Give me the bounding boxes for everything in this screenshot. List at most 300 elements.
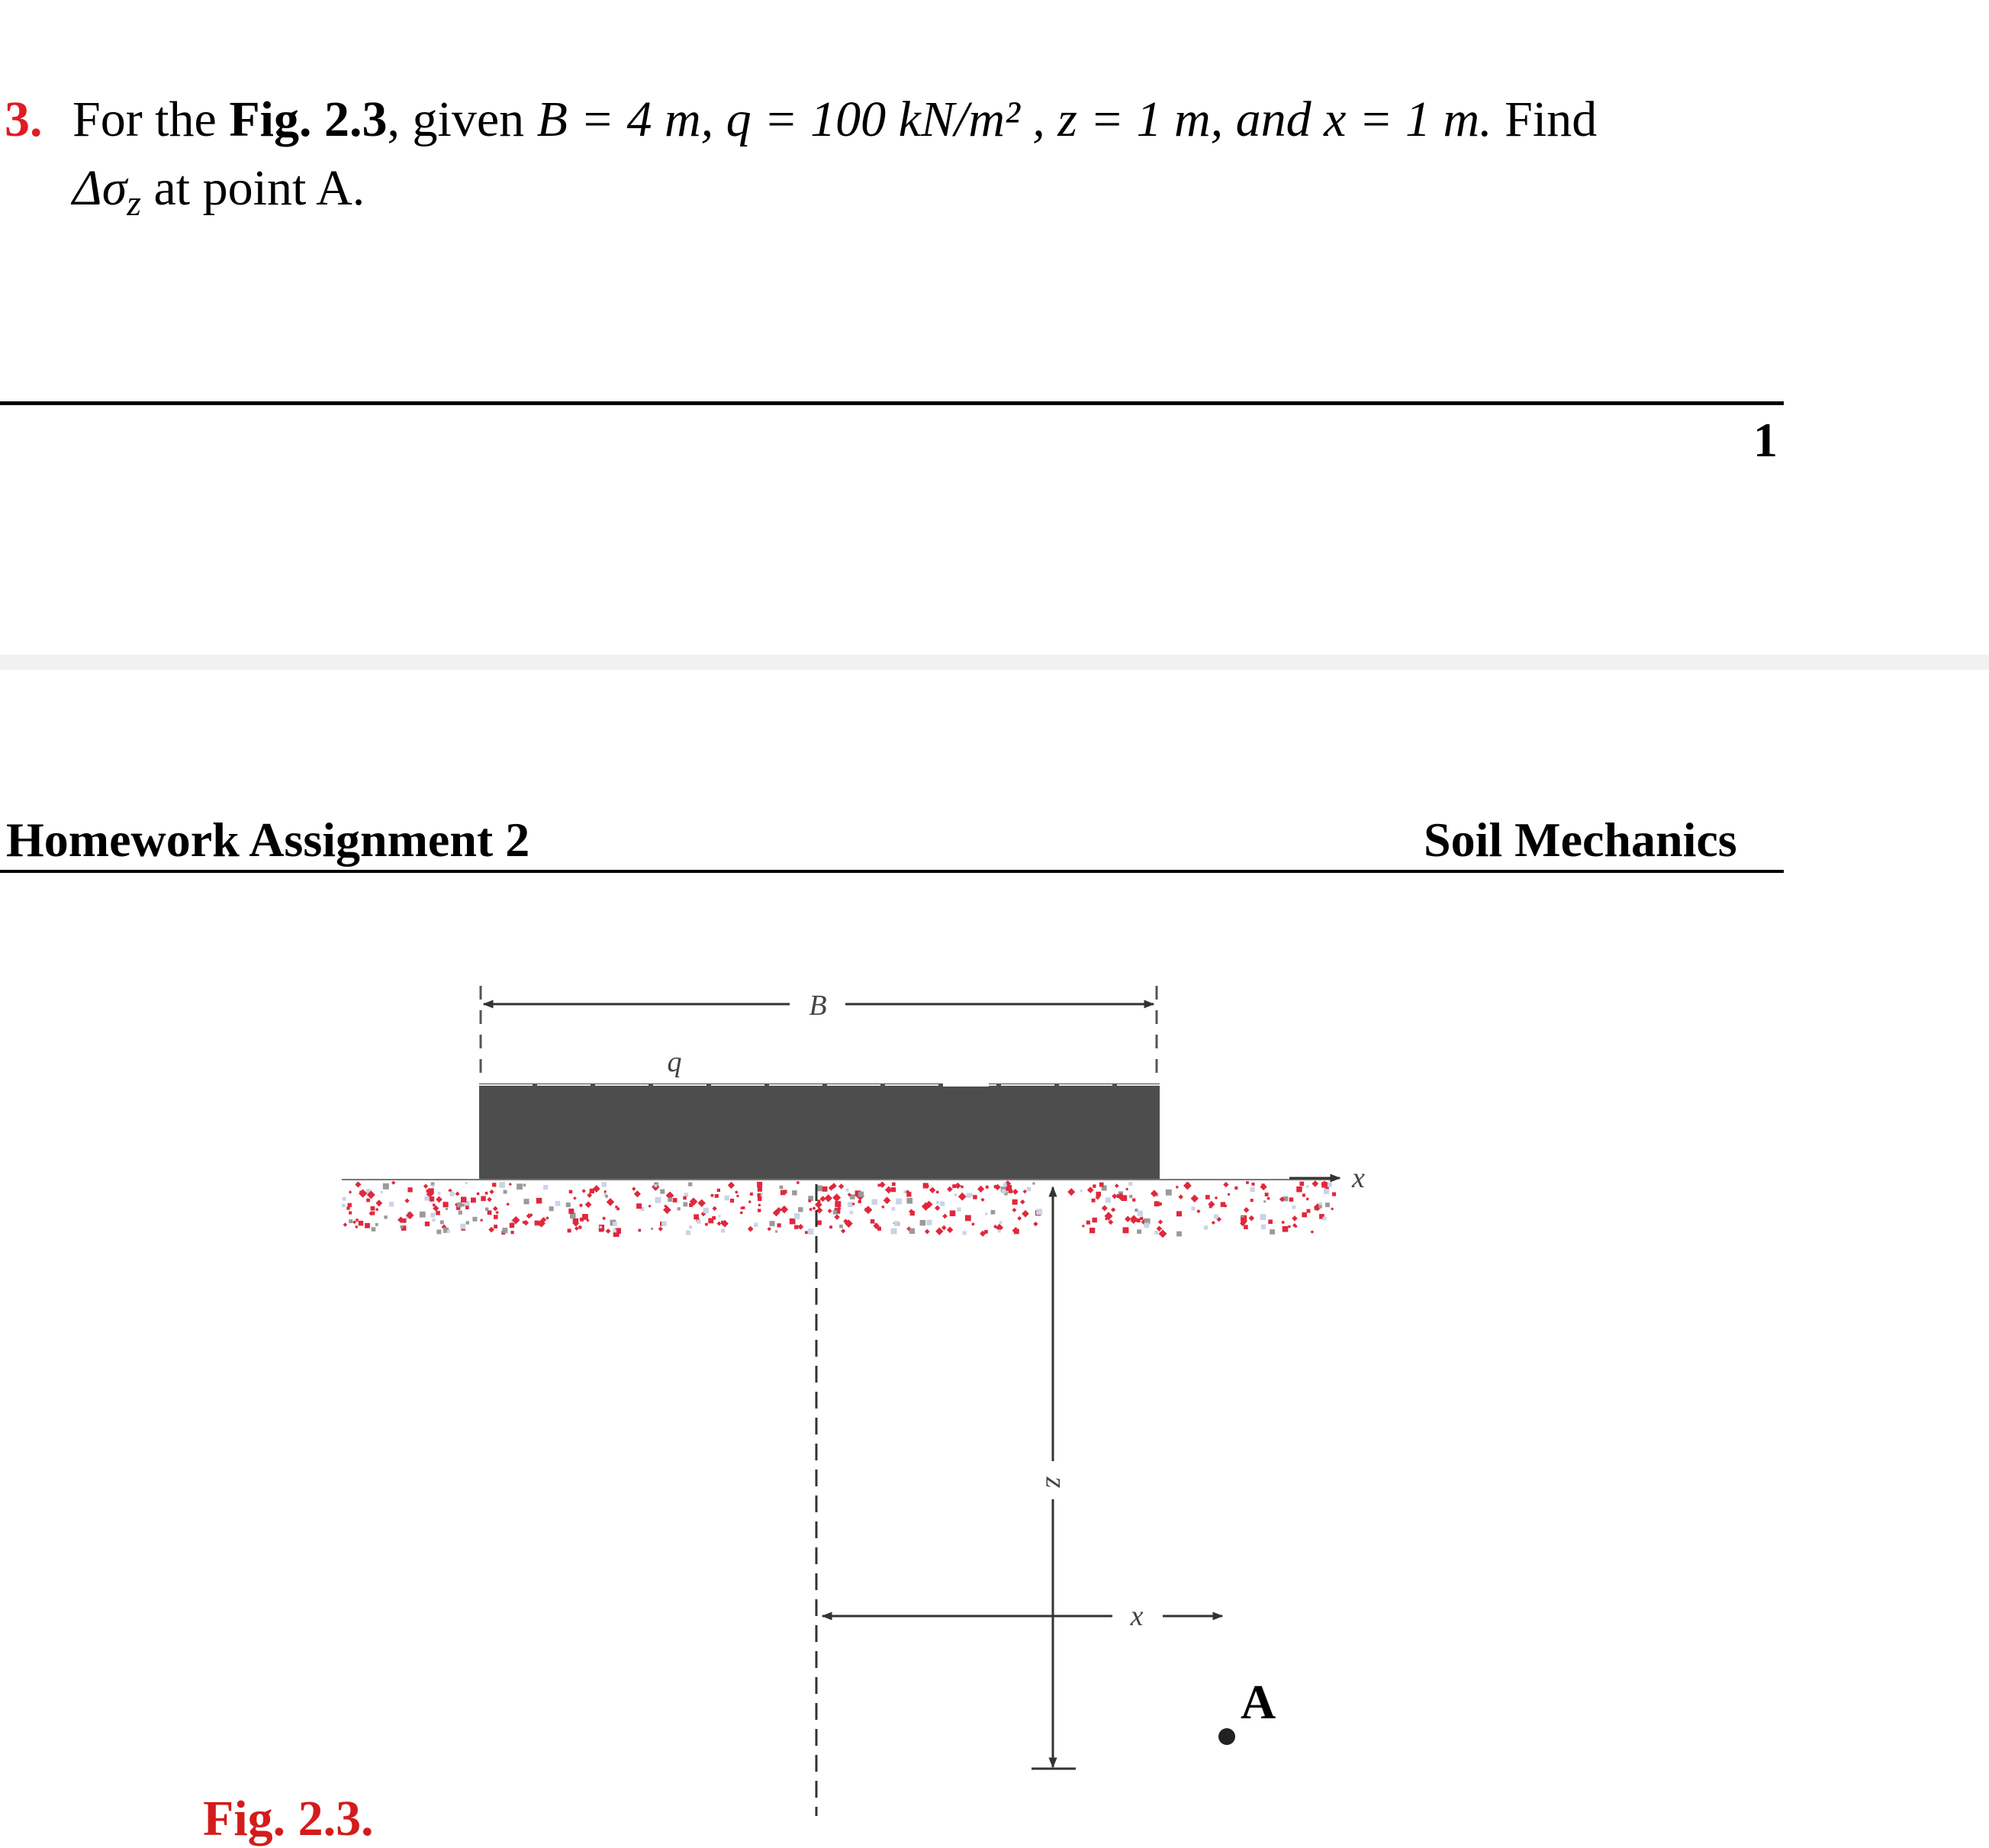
soil-dot bbox=[896, 1199, 902, 1205]
soil-dot bbox=[536, 1198, 542, 1204]
soil-dot bbox=[1014, 1229, 1019, 1235]
soil-dot bbox=[582, 1189, 586, 1193]
soil-dot bbox=[600, 1226, 602, 1228]
soil-dot bbox=[1289, 1197, 1294, 1202]
soil-dot bbox=[485, 1192, 488, 1195]
soil-dot bbox=[1017, 1216, 1022, 1221]
soil-dot bbox=[425, 1222, 430, 1226]
soil-dot bbox=[909, 1228, 915, 1234]
soil-dot bbox=[839, 1225, 843, 1228]
soil-dot bbox=[384, 1215, 387, 1219]
soil-dot bbox=[440, 1220, 444, 1224]
soil-dot bbox=[1296, 1186, 1302, 1193]
soil-dot bbox=[950, 1210, 956, 1216]
soil-dot bbox=[817, 1199, 820, 1202]
soil-dot bbox=[721, 1228, 725, 1232]
soil-dot bbox=[1212, 1221, 1215, 1225]
soil-dot bbox=[1144, 1223, 1149, 1228]
soil-dot bbox=[555, 1201, 561, 1206]
soil-dot bbox=[686, 1231, 690, 1235]
soil-dot bbox=[343, 1222, 348, 1227]
soil-dot bbox=[757, 1193, 761, 1197]
soil-dot bbox=[1263, 1200, 1266, 1202]
soil-dot bbox=[735, 1191, 738, 1193]
soil-dot bbox=[1137, 1229, 1141, 1234]
soil-dot bbox=[511, 1231, 514, 1234]
soil-dot bbox=[493, 1206, 498, 1212]
strip-footing bbox=[479, 1080, 1160, 1180]
soil-dot bbox=[407, 1187, 412, 1192]
soil-dot bbox=[973, 1195, 977, 1199]
soil-dot bbox=[906, 1198, 912, 1204]
soil-dot bbox=[535, 1221, 539, 1225]
soil-dot bbox=[929, 1187, 935, 1193]
soil-dot bbox=[688, 1183, 692, 1186]
soil-dot bbox=[998, 1229, 1001, 1232]
soil-dot bbox=[920, 1220, 926, 1226]
dimension-x bbox=[822, 1600, 1222, 1632]
soil-dot bbox=[485, 1208, 488, 1211]
soil-dot bbox=[850, 1211, 854, 1215]
soil-dot bbox=[1299, 1182, 1304, 1186]
soil-dot bbox=[871, 1219, 875, 1224]
soil-dot bbox=[389, 1202, 394, 1206]
soil-dot bbox=[1178, 1194, 1183, 1199]
soil-dot bbox=[1246, 1181, 1249, 1184]
soil-dot bbox=[634, 1190, 641, 1197]
soil-dot bbox=[510, 1223, 515, 1228]
soil-dot bbox=[578, 1225, 581, 1228]
soil-dot bbox=[349, 1190, 352, 1194]
soil-dot bbox=[961, 1186, 964, 1189]
soil-dot bbox=[858, 1200, 861, 1203]
soil-dot bbox=[375, 1199, 382, 1206]
soil-dot bbox=[1125, 1215, 1131, 1222]
soil-dot bbox=[1111, 1207, 1115, 1212]
soil-dot bbox=[940, 1202, 945, 1206]
text-given: , given bbox=[387, 92, 537, 147]
soil-dot bbox=[858, 1192, 864, 1197]
soil-dot bbox=[663, 1206, 671, 1214]
soil-dot bbox=[465, 1182, 468, 1184]
soil-dot bbox=[1223, 1182, 1228, 1187]
soil-dot bbox=[1086, 1221, 1090, 1225]
soil-dot bbox=[517, 1183, 523, 1190]
soil-dot bbox=[1138, 1211, 1143, 1216]
soil-dot bbox=[1244, 1207, 1250, 1213]
soil-dot bbox=[632, 1186, 636, 1191]
label-q: q bbox=[667, 1046, 682, 1078]
soil-dot bbox=[574, 1226, 579, 1231]
soil-dot bbox=[754, 1223, 758, 1227]
soil-dot bbox=[1124, 1228, 1126, 1231]
soil-dot bbox=[636, 1203, 642, 1209]
soil-dot bbox=[1204, 1225, 1208, 1229]
soil-dot bbox=[1012, 1189, 1019, 1195]
soil-dot bbox=[740, 1212, 742, 1214]
soil-dot bbox=[1032, 1182, 1035, 1184]
soil-dot bbox=[1244, 1225, 1248, 1229]
soil-dot bbox=[1132, 1199, 1135, 1202]
soil-dot bbox=[936, 1191, 938, 1193]
soil-dot bbox=[894, 1221, 900, 1226]
soil-dot bbox=[980, 1198, 984, 1202]
soil-dot bbox=[1191, 1195, 1199, 1202]
soil-dot bbox=[477, 1193, 480, 1196]
soil-dot bbox=[1265, 1193, 1269, 1196]
soil-dot bbox=[1020, 1199, 1025, 1205]
soil-dot bbox=[1191, 1206, 1195, 1210]
soil-dot bbox=[977, 1186, 984, 1193]
soil-dot bbox=[1319, 1202, 1322, 1206]
soil-dot bbox=[834, 1214, 839, 1219]
soil-dot bbox=[1166, 1190, 1172, 1196]
soil-dot bbox=[1268, 1219, 1273, 1224]
soil-dot bbox=[436, 1211, 440, 1215]
soil-dot bbox=[424, 1196, 429, 1200]
soil-dot bbox=[428, 1188, 434, 1194]
text-find: Find bbox=[1492, 92, 1598, 147]
soil-dot bbox=[817, 1221, 822, 1225]
label-x-axis: x bbox=[1352, 1162, 1365, 1194]
soil-dot bbox=[1267, 1197, 1270, 1200]
soil-dot bbox=[986, 1186, 989, 1189]
soil-dot bbox=[780, 1190, 786, 1196]
soil-dot bbox=[1093, 1218, 1097, 1222]
soil-dot bbox=[423, 1184, 428, 1189]
soil-dot bbox=[994, 1184, 1000, 1190]
soil-dot bbox=[835, 1201, 841, 1207]
soil-dot bbox=[432, 1185, 434, 1187]
soil-dot bbox=[724, 1196, 729, 1201]
soil-dot bbox=[758, 1204, 761, 1206]
soil-dot bbox=[1176, 1211, 1182, 1216]
soil-dot bbox=[1306, 1186, 1308, 1188]
soil-dot bbox=[356, 1219, 359, 1222]
soil-dot bbox=[566, 1202, 571, 1207]
soil-dot bbox=[495, 1211, 499, 1215]
soil-dot bbox=[543, 1185, 548, 1190]
soil-dot bbox=[797, 1224, 803, 1230]
header-course: Soil Mechanics bbox=[1424, 813, 1737, 867]
soil-dot bbox=[602, 1216, 606, 1220]
soil-dot bbox=[359, 1191, 362, 1194]
soil-dot bbox=[1315, 1207, 1318, 1210]
soil-dot bbox=[1080, 1190, 1083, 1192]
soil-dot bbox=[1115, 1183, 1119, 1188]
soil-dot bbox=[355, 1181, 361, 1187]
soil-dot bbox=[613, 1222, 617, 1226]
soil-dot bbox=[1012, 1208, 1016, 1212]
soil-dot bbox=[509, 1183, 512, 1186]
soil-dot bbox=[694, 1214, 699, 1219]
soil-dot bbox=[459, 1211, 462, 1215]
label-x: x bbox=[1130, 1600, 1144, 1632]
soil-dot bbox=[925, 1229, 930, 1235]
soil-dot bbox=[673, 1198, 677, 1202]
soil-dot bbox=[703, 1208, 709, 1213]
soil-dot bbox=[711, 1194, 714, 1197]
soil-dot bbox=[349, 1219, 352, 1223]
soil-dot bbox=[1249, 1215, 1255, 1222]
soil-dot bbox=[848, 1202, 853, 1207]
soil-dot bbox=[1003, 1183, 1007, 1187]
soil-dot bbox=[758, 1197, 762, 1202]
soil-dot bbox=[822, 1186, 828, 1192]
soil-dot bbox=[651, 1228, 653, 1230]
header-title: Homework Assignment 2 bbox=[6, 813, 530, 867]
soil-dot bbox=[1158, 1219, 1163, 1224]
soil-dot bbox=[790, 1219, 796, 1225]
soil-dot bbox=[1067, 1188, 1075, 1196]
soil-dot bbox=[1093, 1184, 1096, 1187]
target-quantity: $\Delta\sigma_z$ bbox=[72, 160, 141, 224]
soil-dot bbox=[466, 1221, 469, 1224]
text-for: For the bbox=[72, 92, 230, 147]
soil-dot bbox=[1261, 1183, 1264, 1186]
page-number: 1 bbox=[1753, 413, 1778, 467]
soil-dot bbox=[502, 1228, 507, 1233]
soil-dot bbox=[432, 1219, 435, 1222]
soil-dot bbox=[965, 1215, 971, 1222]
soil-dot bbox=[366, 1199, 370, 1202]
soil-dot bbox=[721, 1221, 724, 1224]
soil-dot bbox=[1225, 1205, 1227, 1207]
soil-dot bbox=[864, 1206, 872, 1214]
soil-dot bbox=[488, 1210, 492, 1215]
soil-dot bbox=[683, 1202, 687, 1207]
soil-dot bbox=[885, 1186, 893, 1193]
soil-dot bbox=[748, 1200, 752, 1204]
soil-dot bbox=[942, 1214, 948, 1219]
soil-dot bbox=[587, 1193, 592, 1198]
soil-dot bbox=[472, 1217, 477, 1222]
soil-dot bbox=[792, 1190, 797, 1196]
soil-dot bbox=[607, 1198, 614, 1206]
soil-dot bbox=[1092, 1199, 1096, 1202]
soil-dot bbox=[770, 1221, 775, 1226]
soil-dot bbox=[775, 1230, 777, 1232]
point-a-dot bbox=[1218, 1728, 1235, 1745]
soil-dot bbox=[1157, 1226, 1162, 1231]
soil-dot bbox=[506, 1202, 510, 1206]
soil-dot bbox=[1209, 1206, 1212, 1209]
soil-dot bbox=[391, 1180, 395, 1184]
soil-dot bbox=[658, 1226, 663, 1231]
problem-number: 3. bbox=[5, 92, 43, 147]
soil-dot bbox=[443, 1202, 449, 1207]
figure-reference: Fig. 2.3 bbox=[229, 92, 388, 147]
soil-dot bbox=[582, 1214, 588, 1220]
soil-dot bbox=[655, 1197, 661, 1203]
soil-dot bbox=[488, 1227, 494, 1233]
soil-dot bbox=[638, 1229, 641, 1232]
soil-dot bbox=[719, 1215, 721, 1217]
soil-dot bbox=[1288, 1225, 1290, 1228]
soil-dot bbox=[549, 1206, 554, 1211]
soil-dot bbox=[777, 1223, 781, 1227]
soil-dot bbox=[1136, 1219, 1140, 1222]
soil-dot bbox=[750, 1193, 753, 1196]
soil-dot bbox=[923, 1183, 929, 1188]
soil-dot bbox=[381, 1191, 383, 1193]
soil-dot bbox=[661, 1222, 667, 1227]
soil-dot bbox=[1305, 1197, 1309, 1201]
soil-dot bbox=[613, 1229, 617, 1233]
soil-dot bbox=[404, 1199, 409, 1203]
dimension-b bbox=[481, 986, 1157, 1083]
soil-dot bbox=[371, 1206, 375, 1211]
soil-dot bbox=[926, 1220, 932, 1225]
soil-dot bbox=[954, 1193, 957, 1196]
soil-dot bbox=[616, 1208, 620, 1211]
soil-dot bbox=[730, 1199, 734, 1202]
soil-dot bbox=[1252, 1183, 1255, 1186]
label-b: B bbox=[809, 990, 827, 1022]
soil-dot bbox=[683, 1196, 687, 1200]
soil-dot bbox=[471, 1198, 476, 1203]
soil-dot bbox=[1102, 1205, 1108, 1211]
soil-dot bbox=[343, 1197, 346, 1201]
soil-dot bbox=[1324, 1189, 1329, 1194]
soil-dot bbox=[523, 1183, 526, 1186]
soil-dot bbox=[881, 1206, 885, 1209]
soil-dot bbox=[436, 1230, 441, 1235]
soil-dot bbox=[372, 1227, 376, 1231]
soil-dot bbox=[1082, 1225, 1084, 1227]
soil-dot bbox=[492, 1183, 496, 1186]
soil-dot bbox=[758, 1187, 762, 1192]
text-at-point: at point A. bbox=[140, 160, 365, 216]
soil-dot bbox=[742, 1206, 745, 1209]
soil-dot bbox=[985, 1212, 987, 1215]
soil-dot bbox=[1033, 1222, 1038, 1226]
soil-dot bbox=[461, 1197, 467, 1203]
soil-dot bbox=[602, 1182, 607, 1186]
soil-dot bbox=[689, 1225, 692, 1228]
soil-dot bbox=[481, 1219, 483, 1222]
soil-dot bbox=[728, 1182, 735, 1189]
soil-dot bbox=[660, 1190, 665, 1194]
soil-dot bbox=[1323, 1217, 1327, 1221]
soil-dot bbox=[546, 1216, 549, 1220]
soil-dot bbox=[1036, 1209, 1042, 1215]
soil-dot bbox=[1154, 1231, 1158, 1235]
soil-dot bbox=[1307, 1209, 1311, 1213]
soil-dot bbox=[705, 1223, 708, 1226]
soil-dot bbox=[1154, 1201, 1160, 1206]
soil-dot bbox=[1183, 1182, 1192, 1190]
soil-dot bbox=[972, 1223, 974, 1225]
soil-dot bbox=[758, 1209, 761, 1212]
soil-dot bbox=[969, 1193, 973, 1196]
soil-dot bbox=[1331, 1207, 1334, 1210]
soil-dot bbox=[748, 1226, 754, 1232]
soil-dot bbox=[797, 1181, 800, 1184]
soil-dot bbox=[1325, 1202, 1330, 1207]
soil-dot bbox=[1228, 1193, 1230, 1196]
soil-dot bbox=[365, 1223, 370, 1228]
soil-dot bbox=[606, 1228, 611, 1234]
soil-dot bbox=[349, 1212, 352, 1215]
soil-dot bbox=[438, 1192, 441, 1195]
soil-dot bbox=[1129, 1195, 1132, 1198]
given-expression: B = 4 m, q = 100 kN/m² , z = 1 m, and x = 1 m. bbox=[536, 92, 1492, 147]
soil-dot bbox=[1023, 1190, 1027, 1193]
soil-dot bbox=[573, 1196, 577, 1200]
soil-dot bbox=[712, 1206, 716, 1211]
soil-dot bbox=[494, 1215, 498, 1219]
soil-dot bbox=[605, 1195, 608, 1198]
soil-dot bbox=[489, 1190, 494, 1194]
soil-dot bbox=[481, 1196, 486, 1202]
soil-dot bbox=[569, 1190, 573, 1194]
soil-dot bbox=[430, 1213, 435, 1218]
soil-dot bbox=[717, 1189, 720, 1192]
soil-dot bbox=[1282, 1221, 1285, 1224]
soil-dot bbox=[697, 1219, 700, 1223]
soil-hatch bbox=[342, 1180, 1336, 1238]
soil-dot bbox=[1302, 1212, 1307, 1218]
soil-dot bbox=[879, 1181, 885, 1187]
soil-dot bbox=[1234, 1186, 1237, 1190]
soil-dot bbox=[677, 1207, 681, 1210]
soil-dot bbox=[359, 1221, 364, 1226]
soil-dot bbox=[1292, 1215, 1297, 1221]
soil-dot bbox=[1140, 1217, 1143, 1220]
soil-dot bbox=[1027, 1187, 1032, 1192]
soil-dot bbox=[375, 1223, 378, 1226]
soil-dot bbox=[1125, 1187, 1128, 1190]
soil-dot bbox=[697, 1199, 705, 1207]
soil-dot bbox=[447, 1230, 450, 1233]
soil-dot bbox=[805, 1231, 808, 1234]
soil-dot bbox=[1250, 1199, 1254, 1202]
soil-dot bbox=[828, 1209, 832, 1213]
soil-dot bbox=[579, 1203, 583, 1207]
soil-dot bbox=[568, 1228, 571, 1232]
soil-dot bbox=[523, 1221, 526, 1224]
label-a: A bbox=[1241, 1675, 1276, 1729]
soil-dot bbox=[808, 1228, 814, 1235]
soil-dot bbox=[957, 1207, 961, 1212]
soil-dot bbox=[947, 1227, 953, 1233]
soil-dot bbox=[1312, 1180, 1318, 1187]
soil-dot bbox=[1112, 1193, 1117, 1199]
soil-dot bbox=[499, 1182, 505, 1188]
soil-dot bbox=[829, 1225, 832, 1228]
soil-dot bbox=[420, 1212, 426, 1218]
soil-dot bbox=[1012, 1199, 1018, 1205]
soil-dot bbox=[655, 1184, 658, 1187]
soil-dot bbox=[356, 1225, 358, 1228]
soil-dot bbox=[715, 1194, 719, 1198]
label-z: z bbox=[1039, 1476, 1072, 1489]
soil-dot bbox=[648, 1205, 651, 1208]
soil-dot bbox=[780, 1206, 788, 1213]
soil-dot bbox=[767, 1227, 771, 1231]
soil-dot bbox=[376, 1209, 378, 1211]
soil-dot bbox=[1176, 1231, 1182, 1237]
soil-dot bbox=[1328, 1183, 1332, 1187]
soil-dot bbox=[798, 1207, 803, 1212]
soil-dot bbox=[824, 1194, 832, 1202]
soil-dot bbox=[457, 1202, 462, 1208]
soil-dot bbox=[963, 1231, 967, 1235]
soil-dot bbox=[757, 1182, 762, 1187]
soil-dot bbox=[852, 1202, 854, 1205]
soil-dot bbox=[433, 1204, 436, 1207]
